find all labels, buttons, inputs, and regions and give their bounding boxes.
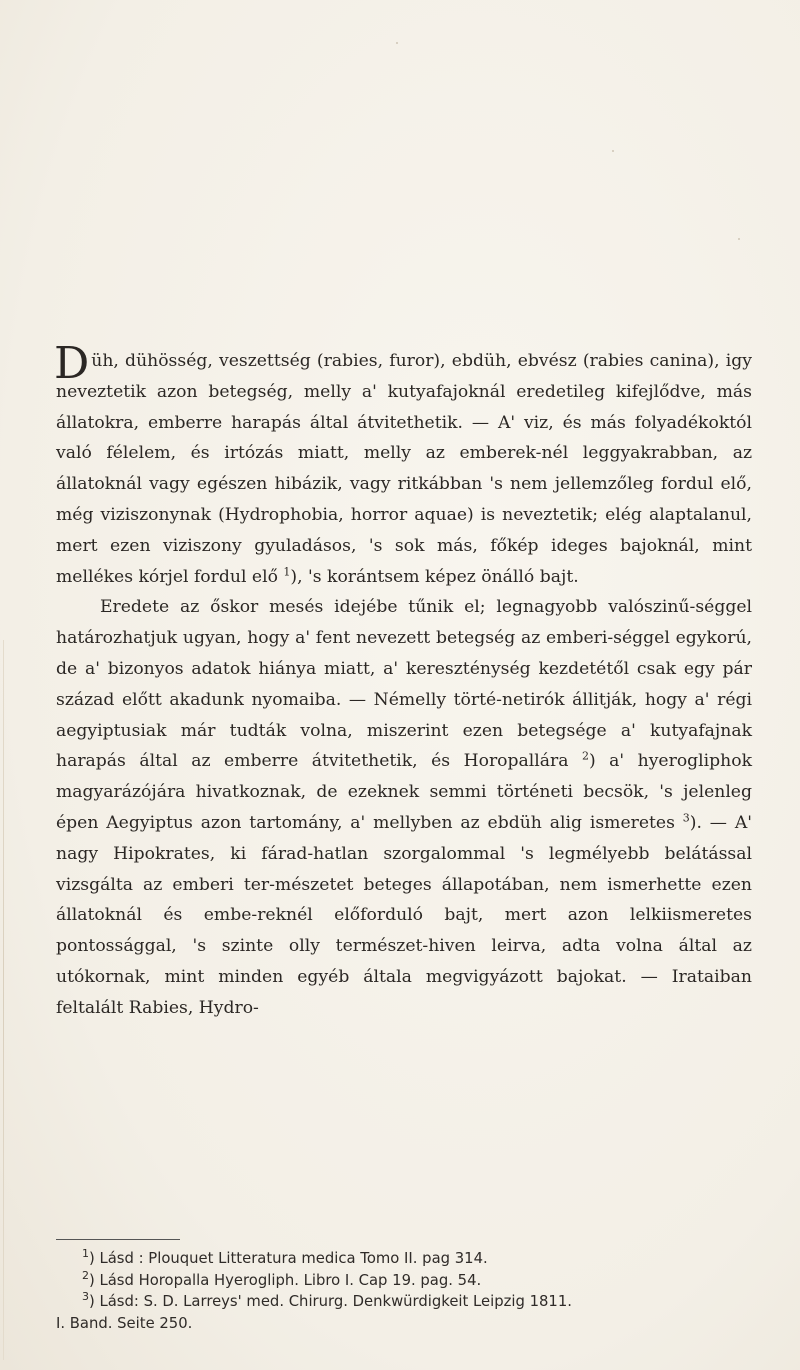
footnote-ref-1: 1 [283, 564, 291, 578]
paragraph-1-text: üh, dühösség, veszettség (rabies, furor), ebdüh, ebvész (rabies canina), igy neveztetik azon betegség, melly a' kutyafajoknál eredetileg kifejlődve, más állatokra, emberre harapás által átvitethetik. — A' viz, és más folyadékoktól való félelem, és irtózás miatt, melly az emberek-nél leggyakrabban, az állatoknál vagy egészen hibázik, vagy ritkábban 's nem jellemzőleg fordul elő, még viziszonynak (Hydrophobia, horror aquae) is neveztetik; elég alaptalanul, mert ezen viziszony gyuladásos, 's sok más, főkép ideges bajoknál, mint mellékes kórjel fordul elő [56, 351, 752, 587]
drop-cap: D [54, 338, 90, 389]
footnote-2-text: ) Lásd Horopalla Hyerogliph. Libro I. Cap 19. pag. 54. [89, 1271, 482, 1289]
paper-speck [396, 42, 398, 44]
main-text [54, 338, 752, 1024]
footnote-3-text: ) Lásd: S. D. Larreys' med. Chirurg. Denkwürdigkeit Leipzig 1811. [89, 1293, 572, 1310]
paragraph-2-text-a: Eredete az őskor mesés idejébe tűnik el; legnagyobb valószinű-séggel határozhatjuk ugyan, hogy a' fent nevezett betegség az emberi-séggel egykorú, de a' bizonyos adatok hiánya miatt, a' kereszténység kezdetétől csak egy pár század előtt akadunk nyomaiba. — Némelly törté-netirók állitják, hogy a' régi aegyiptusiak már tudták volna, miszerint ezen betegsége a' kutyafajnak harapás által az emberre átvitethetik, és Horopallára [56, 597, 752, 772]
footnotes [56, 1248, 752, 1334]
paper-speck [612, 150, 614, 152]
paragraph-2-text-b: ) a' hyerogliphok magyarázójára hivatkoznak, de ezeknek semmi történeti becsök, 's jelenleg épen Aegyiptus azon tartomány, a' mellyben az ebdüh alig ismeretes [56, 751, 752, 833]
paragraph-1-text-end: ), 's korántsem képez önálló bajt. [290, 566, 579, 587]
footnote-rule [56, 1239, 180, 1240]
footnote-1 [56, 1248, 752, 1270]
footnote-3 [56, 1291, 752, 1313]
paragraph-1 [54, 338, 752, 592]
paragraph-2 [56, 592, 752, 1023]
footnote-ref-3: 3 [682, 811, 690, 825]
footnote-2 [56, 1270, 752, 1292]
footnote-1-text: ) Lásd : Plouquet Litteratura medica Tomo II. pag 314. [89, 1250, 488, 1267]
footnote-2-number: 2 [82, 1268, 89, 1282]
footnote-3-continuation: I. Band. Seite 250. [56, 1314, 193, 1332]
page-edge-shadow [3, 640, 4, 1360]
paper-speck [738, 238, 740, 240]
footnote-3-number: 3 [82, 1290, 89, 1304]
paragraph-2-text-c: ). — A' nagy Hipokrates, ki fárad-hatlan szorgalommal 's legmélyebb belátással vizsgálta az emberi ter-mészetet beteges állapotában, nem ismerhette ezen állatoknál és embe-reknél előforduló bajt, mert azon lelkiismeretes pontossággal, 's szinte olly természet-hiven leirva, adta volna által az utókornak, mint minden egyéb általa megvigyázott bajokat. — Irataiban feltalált Rabies, Hydro- [56, 812, 752, 1018]
footnote-1-number: 1 [82, 1247, 89, 1261]
footnote-ref-2: 2 [581, 749, 589, 763]
